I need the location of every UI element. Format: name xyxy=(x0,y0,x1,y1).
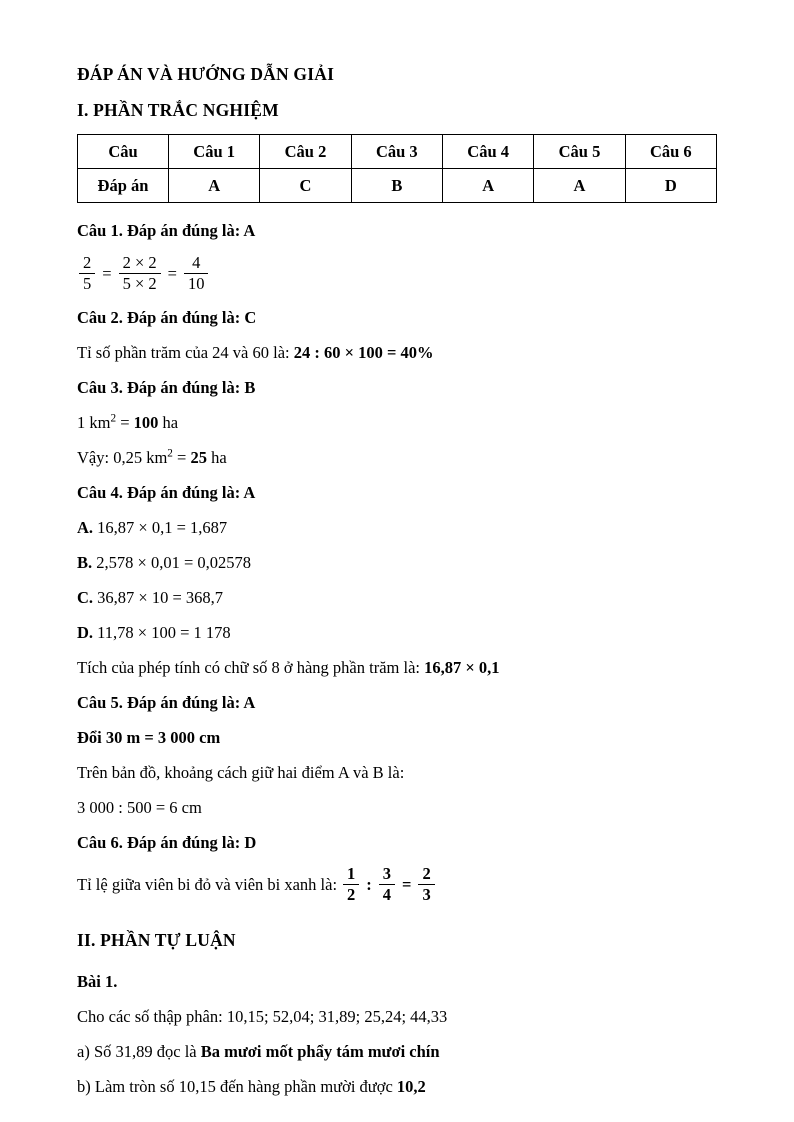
table-cell-answer-1: A xyxy=(169,168,260,202)
solution-heading-q1: Câu 1. Đáp án đúng là: A xyxy=(77,220,256,240)
option-text-b: 2,578 × 0,01 = 0,02578 xyxy=(92,552,252,572)
q3-unit-ha: ha xyxy=(206,447,227,467)
option-b xyxy=(77,545,724,580)
equals-sign: = xyxy=(167,263,177,283)
part-a-prefix: a) Số 31,89 đọc là xyxy=(77,1041,201,1061)
fraction-denominator: 10 xyxy=(184,273,209,293)
table-cell-answer-3: B xyxy=(351,168,442,202)
q4-conclusion-prefix: Tích của phép tính có chữ số 8 ở hàng phần trăm là: xyxy=(77,657,425,677)
q6-text: Tỉ lệ giữa viên bi đỏ và viên bi xanh là: xyxy=(77,874,338,894)
section-heading-multiple-choice: I. PHẦN TRẮC NGHIỆM xyxy=(77,99,279,120)
solution-body-q5-line2: Trên bản đồ, khoảng cách giữ hai điểm A và B là: xyxy=(77,762,405,782)
option-label-b: B. xyxy=(77,552,93,572)
solution-body-q2 xyxy=(77,335,724,370)
table-cell-question-1: Câu 1 xyxy=(169,134,260,168)
table-cell-question-3: Câu 3 xyxy=(351,134,442,168)
table-cell-question-4: Câu 4 xyxy=(442,134,533,168)
document-title: ĐÁP ÁN VÀ HƯỚNG DẪN GIẢI xyxy=(77,64,335,84)
solution-heading-q3: Câu 3. Đáp án đúng là: B xyxy=(77,377,256,397)
solution-heading-q5: Câu 5. Đáp án đúng là: A xyxy=(77,692,256,712)
part-a-answer: Ba mươi mốt phẩy tám mươi chín xyxy=(200,1041,440,1061)
q3-conclusion-prefix: Vậy: 0,25 km xyxy=(77,447,168,467)
q4-conclusion-answer: 16,87 × 0,1 xyxy=(424,657,500,677)
fraction-denominator: 3 xyxy=(418,884,434,904)
part-b-answer: 10,2 xyxy=(396,1076,426,1096)
equals-sign: = xyxy=(402,874,412,894)
q3-equals: = xyxy=(172,447,191,467)
exercise-given-numbers: Cho các số thập phân: 10,15; 52,04; 31,89; 25,24; 44,33 xyxy=(77,1006,448,1026)
solution-conclusion-q4 xyxy=(77,650,724,685)
fraction-numerator: 2 × 2 xyxy=(122,253,157,273)
table-cell-answer-5: A xyxy=(534,168,625,202)
exercise-heading-bai1: Bài 1. xyxy=(77,971,118,991)
q2-text-prefix: Tỉ số phần trăm của 24 và 60 là: xyxy=(77,342,294,362)
option-a xyxy=(77,510,724,545)
table-cell-answer-4: A xyxy=(442,168,533,202)
fraction-denominator: 4 xyxy=(379,884,395,904)
q2-computation: 24 : 60 × 100 = 40% xyxy=(293,342,434,362)
option-label-a: A. xyxy=(77,517,94,537)
option-d xyxy=(77,615,724,650)
solution-body-q6 xyxy=(77,860,724,910)
table-cell-question-2: Câu 2 xyxy=(260,134,351,168)
fraction-denominator: 5 xyxy=(79,273,95,293)
solution-body-q5-line3: 3 000 : 500 = 6 cm xyxy=(77,797,202,817)
superscript-two: 2 xyxy=(167,447,173,460)
solution-fraction-q1 xyxy=(77,248,724,300)
part-b-prefix: b) Làm tròn số 10,15 đến hàng phần mười được xyxy=(77,1076,397,1096)
solution-body-q3-line2 xyxy=(77,440,724,475)
option-text-a: 16,87 × 0,1 = 1,687 xyxy=(93,517,228,537)
superscript-two: 2 xyxy=(110,412,117,425)
solution-heading-q4: Câu 4. Đáp án đúng là: A xyxy=(77,482,256,502)
row-label-dap-an: Đáp án xyxy=(78,168,169,202)
table-row-questions xyxy=(78,134,717,168)
equals-sign: = xyxy=(102,263,112,283)
fraction-numerator: 2 xyxy=(422,864,431,884)
option-text-c: 36,87 × 10 = 368,7 xyxy=(93,587,224,607)
q3-unit-prefix: 1 km xyxy=(77,412,111,432)
fraction-2-over-5 xyxy=(79,254,95,293)
fraction-numerator: 1 xyxy=(347,864,356,884)
fraction-2-over-3 xyxy=(418,865,434,904)
q3-value-25: 25 xyxy=(190,447,207,467)
fraction-numerator: 4 xyxy=(192,253,201,273)
answer-key-table xyxy=(77,134,717,203)
q3-value-100: 100 xyxy=(133,412,159,432)
option-label-c: C. xyxy=(77,587,94,607)
table-cell-answer-6: D xyxy=(625,168,716,202)
ratio-colon: : xyxy=(366,874,372,894)
fraction-denominator: 2 xyxy=(343,884,359,904)
table-cell-answer-2: C xyxy=(260,168,351,202)
fraction-4-over-10 xyxy=(184,254,209,293)
solution-body-q3-line1 xyxy=(77,405,724,440)
option-text-d: 11,78 × 100 = 1 178 xyxy=(93,622,231,642)
option-label-d: D. xyxy=(77,622,94,642)
exercise-part-a xyxy=(77,1034,724,1069)
option-c xyxy=(77,580,724,615)
table-row-answers xyxy=(78,168,717,202)
fraction-2x2-over-5x2 xyxy=(119,254,161,293)
row-label-cau: Câu xyxy=(78,134,169,168)
fraction-1-over-2 xyxy=(343,865,359,904)
solution-body-q5-line1: Đổi 30 m = 3 000 cm xyxy=(77,727,221,747)
exercise-part-b xyxy=(77,1069,724,1104)
fraction-denominator: 5 × 2 xyxy=(119,273,161,293)
fraction-numerator: 3 xyxy=(382,864,392,884)
table-cell-question-6: Câu 6 xyxy=(625,134,716,168)
solution-heading-q2: Câu 2. Đáp án đúng là: C xyxy=(77,307,257,327)
solution-heading-q6: Câu 6. Đáp án đúng là: D xyxy=(77,832,257,852)
q3-unit-ha: ha xyxy=(158,412,179,432)
fraction-numerator: 2 xyxy=(83,253,92,273)
fraction-3-over-4 xyxy=(379,865,395,904)
q3-equals: = xyxy=(116,412,134,432)
table-cell-question-5: Câu 5 xyxy=(534,134,625,168)
section-heading-essay: II. PHẦN TỰ LUẬN xyxy=(77,929,236,950)
